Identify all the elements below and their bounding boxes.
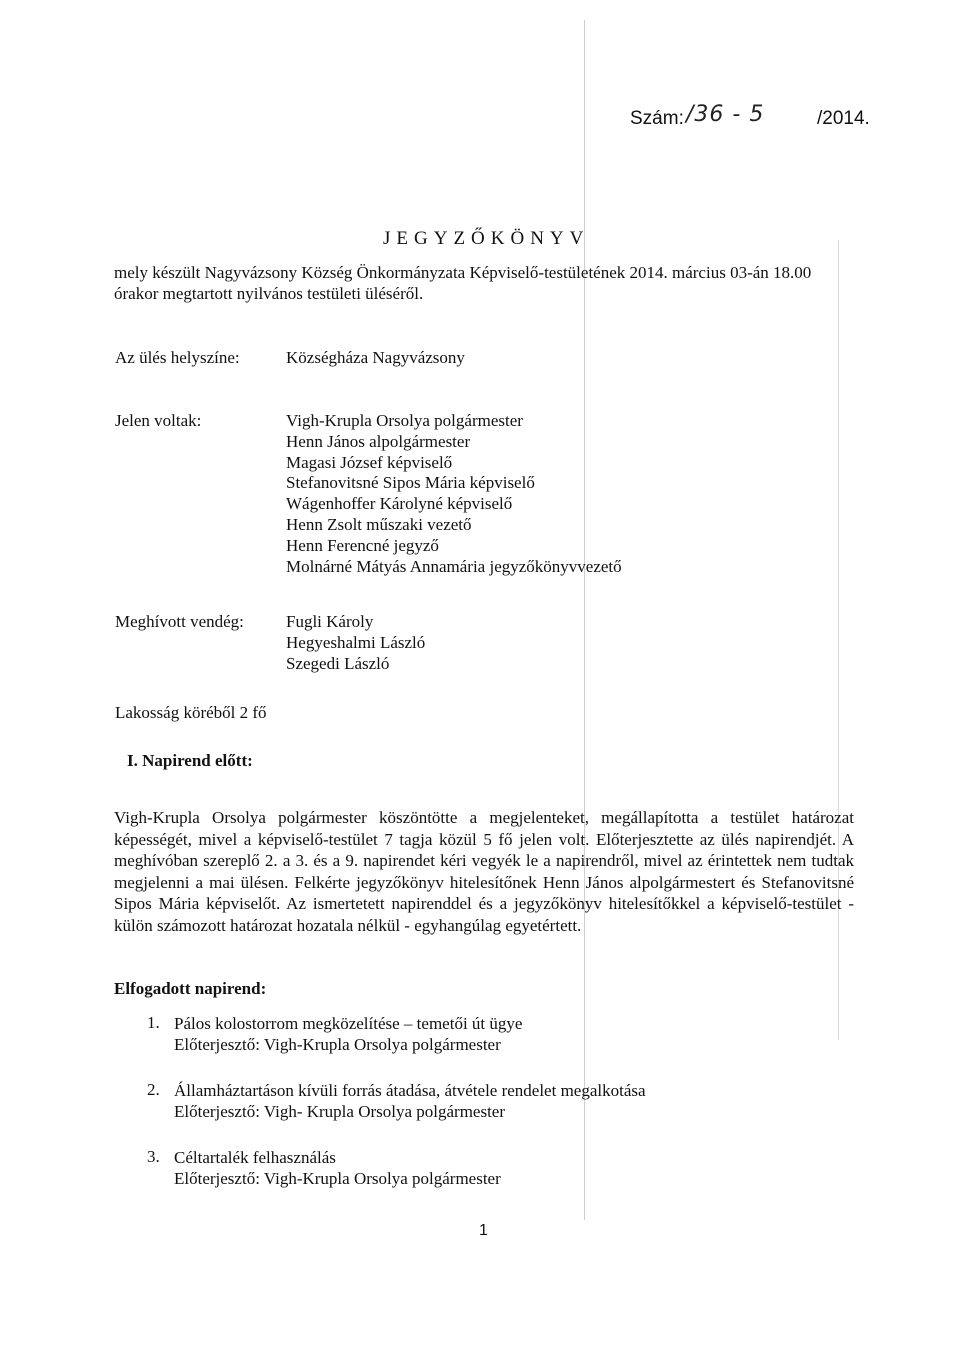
agenda-item-presenter: Előterjesztő: Vigh-Krupla Orsolya polgármester (174, 1169, 501, 1188)
agenda-item-number: 2. (147, 1080, 160, 1099)
location-value: Községháza Nagyvázsony (286, 348, 465, 367)
present-list (286, 411, 622, 577)
location-label: Az ülés helyszíne: (115, 348, 240, 367)
agenda-item (174, 1080, 646, 1122)
list-item: Hegyeshalmi László (286, 632, 426, 652)
document-number-year: /2014. (817, 108, 870, 129)
list-item: Henn János alpolgármester (286, 431, 471, 451)
page-number: 1 (479, 1222, 488, 1239)
list-item: Stefanovitsné Sipos Mária képviselő (286, 473, 535, 493)
scan-artifact-line (584, 20, 585, 1220)
agenda-item-presenter: Előterjesztő: Vigh-Krupla Orsolya polgármester (174, 1035, 501, 1054)
guests-label: Meghívott vendég: (115, 612, 244, 631)
document-title: JEGYZŐKÖNYV (383, 228, 590, 249)
residents-note: Lakosság köréből 2 fő (115, 703, 267, 722)
list-item: Vigh-Krupla Orsolya polgármester (286, 411, 523, 430)
list-item: Szegedi László (286, 653, 390, 673)
agenda-item (174, 1013, 522, 1055)
list-item: Molnárné Mátyás Annamária jegyzőkönyvvezető (286, 556, 622, 576)
agenda-item-number: 1. (147, 1013, 160, 1032)
agenda-item-title: Céltartalék felhasználás (174, 1148, 336, 1167)
document-number-label: Szám: (630, 108, 684, 129)
list-item: Henn Zsolt műszaki vezető (286, 514, 472, 534)
list-item: Henn Ferencné jegyző (286, 535, 439, 555)
guests-list (286, 612, 425, 674)
body-paragraph: Vigh-Krupla Orsolya polgármester köszöntötte a megjelenteket, megállapította a testület határozat képességét, mivel a képviselő-testület 7 tagja közül 5 fő jelen volt. Előterjesztette az ülés napirendjét. A meghívóban szereplő 2. a 3. és a 9. napirendet kéri vegyék le a napirendről, mivel az érintettek nem tudtak megjelenni a mai ülésen. Felkérte jegyzőkönyv hitelesítőnek Henn János alpolgármestert és Stefanovitsné Sipos Mária képviselőt. Az ismertetett napirenddel és a jegyzőkönyv hitelesítőkkel a képviselő-testület - külön számozott határozat hozatala nélkül - egyhangúlag egyetértett. (114, 808, 854, 935)
agenda-heading: Elfogadott napirend: (114, 979, 267, 998)
list-item: Magasi József képviselő (286, 452, 453, 472)
agenda-item-title: Államháztartáson kívüli forrás átadása, átvétele rendelet megalkotása (174, 1081, 646, 1100)
agenda-item-number: 3. (147, 1147, 160, 1166)
list-item: Wágenhoffer Károlyné képviselő (286, 494, 513, 514)
agenda-item-title: Pálos kolostorrom megközelítése – temetői út ügye (174, 1014, 523, 1033)
intro-paragraph: mely készült Nagyvázsony Község Önkormányzata Képviselő-testületének 2014. március 03-án 18.00 órakor megtartott nyilvános testületi üléséről. (114, 263, 812, 303)
agenda-item-presenter: Előterjesztő: Vigh- Krupla Orsolya polgármester (174, 1102, 506, 1121)
list-item: Fugli Károly (286, 612, 374, 631)
section-heading: I. Napirend előtt: (127, 751, 253, 770)
agenda-item (174, 1147, 501, 1189)
present-label: Jelen voltak: (115, 411, 202, 430)
handwritten-document-number: /36 - 5 (686, 102, 765, 127)
